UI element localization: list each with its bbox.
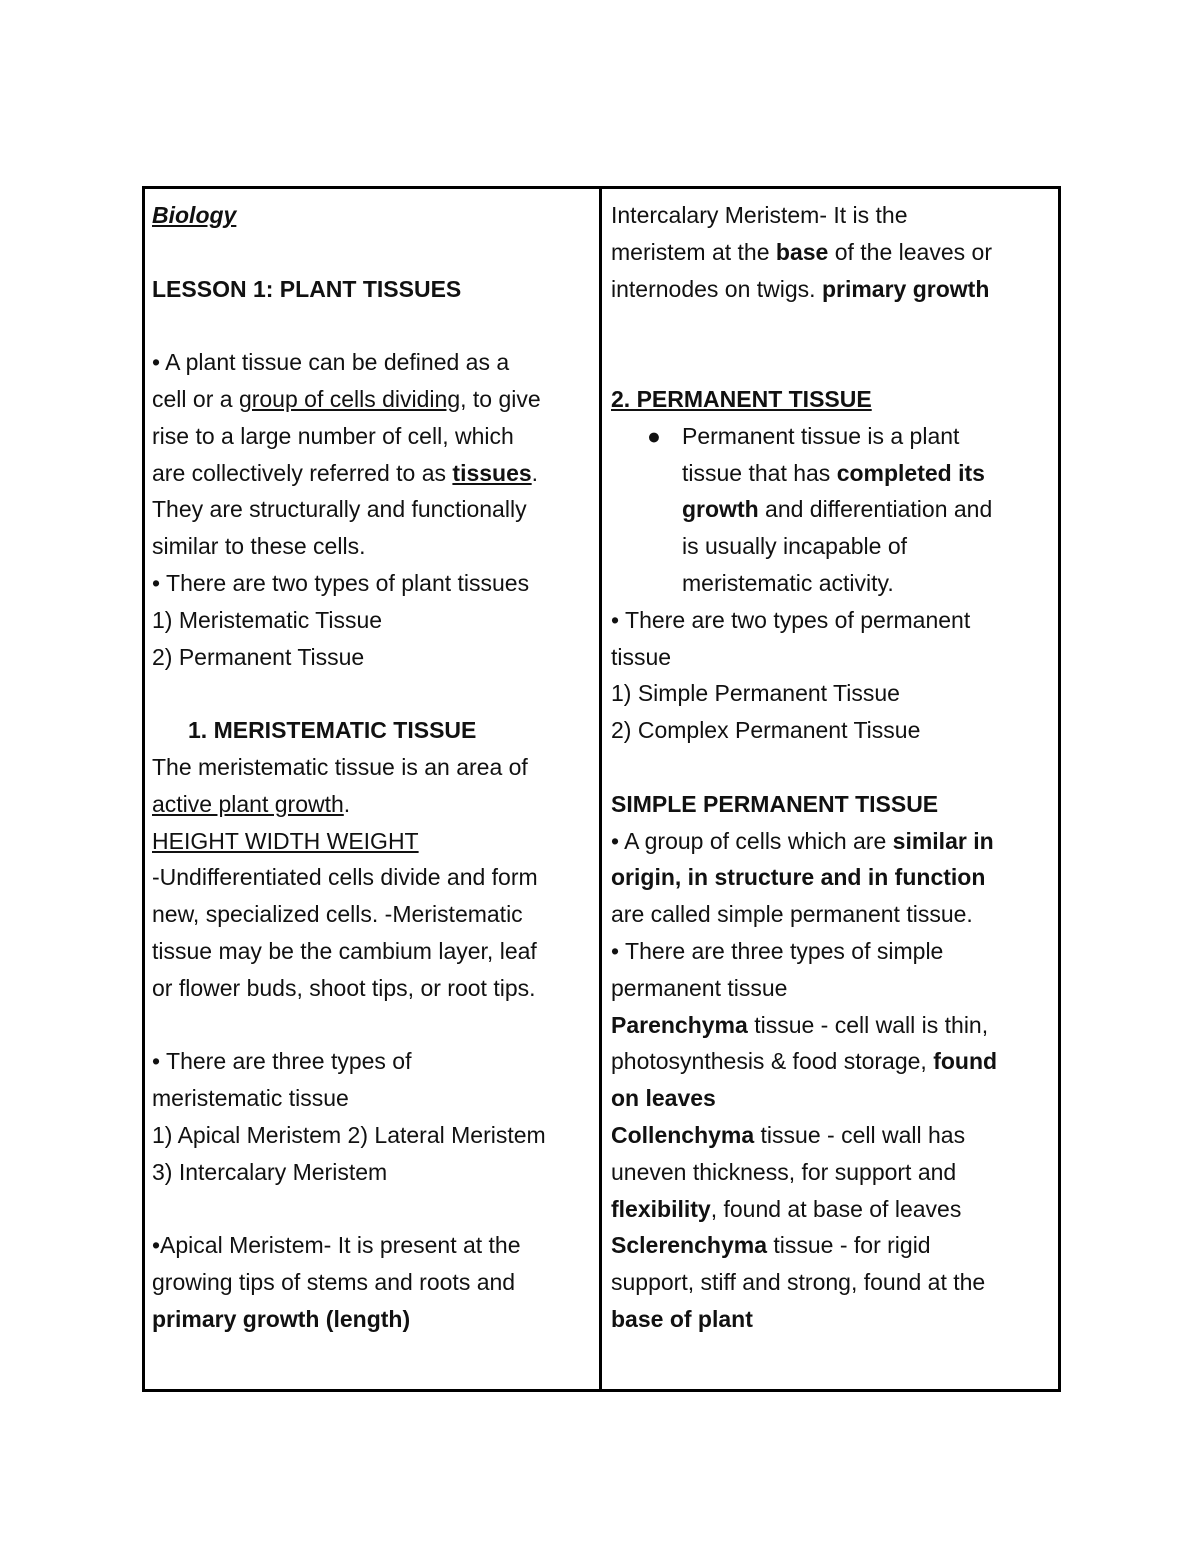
text-line: active plant growth. <box>152 790 351 817</box>
bold-term: Parenchyma <box>611 1011 748 1038</box>
text-line: permanent tissue <box>611 974 788 1001</box>
text-line: is usually incapable of <box>682 533 908 560</box>
text-line: meristematic tissue <box>152 1085 349 1112</box>
text-line: meristematic activity. <box>682 569 894 596</box>
bold-term: base of plant <box>611 1305 753 1332</box>
bold-term: on leaves <box>611 1085 716 1112</box>
bold-term: found <box>933 1048 998 1075</box>
bold-term: completed its <box>836 459 985 486</box>
text-line: tissue that has completed its <box>682 459 985 486</box>
bullet-icon: ● <box>647 422 661 449</box>
list-item: 1) Meristematic Tissue <box>152 606 383 633</box>
right-column <box>611 197 1053 1338</box>
list-item: 2) Permanent Tissue <box>152 643 365 670</box>
text-line: rise to a large number of cell, which <box>152 422 514 449</box>
bold-term: base <box>775 238 829 265</box>
column-divider <box>599 186 602 1392</box>
text-line: -Undifferentiated cells divide and form <box>152 864 538 891</box>
text-line: meristem at the base of the leaves or <box>611 238 992 265</box>
text-line: flexibility, found at base of leaves <box>611 1195 962 1222</box>
section-heading-permanent: 2. PERMANENT TISSUE <box>611 385 872 412</box>
text-line: • A plant tissue can be defined as a <box>152 349 510 376</box>
text-line: are collectively referred to as tissues. <box>152 459 539 486</box>
text-line: tissue may be the cambium layer, leaf <box>152 937 537 964</box>
list-item: 3) Intercalary Meristem <box>152 1158 388 1185</box>
bold-term: growth <box>682 496 759 523</box>
text-line: tissue <box>611 643 672 670</box>
list-item: 1) Apical Meristem 2) Lateral Meristem <box>152 1121 546 1148</box>
bold-term: Sclerenchyma <box>611 1232 767 1259</box>
text-line: growth and differentiation and <box>682 496 993 523</box>
text-line: •Apical Meristem- It is present at the <box>152 1232 521 1259</box>
text-line: HEIGHT WIDTH WEIGHT <box>152 827 419 854</box>
text-line: cell or a group of cells dividing, to give <box>152 385 541 412</box>
text-line: uneven thickness, for support and <box>611 1158 957 1185</box>
text-line: growing tips of stems and roots and <box>152 1269 516 1296</box>
bullet-item: ● Permanent tissue is a plant <box>611 418 1053 455</box>
text-line: or flower buds, shoot tips, or root tips. <box>152 974 536 1001</box>
list-item: 1) Simple Permanent Tissue <box>611 680 900 707</box>
section-heading-simple-permanent: SIMPLE PERMANENT TISSUE <box>611 790 939 817</box>
text-line: The meristematic tissue is an area of <box>152 753 528 780</box>
bold-term: primary growth (length) <box>152 1305 411 1332</box>
text-line: internodes on twigs. primary growth <box>611 275 990 302</box>
text-line: • There are three types of simple <box>611 937 944 964</box>
bold-term: tissues <box>452 459 532 486</box>
lesson-title: LESSON 1: PLANT TISSUES <box>152 275 462 302</box>
text-line: • There are two types of permanent <box>611 606 971 633</box>
bold-term: origin, in structure and in function <box>611 864 986 891</box>
left-column <box>152 197 594 1338</box>
text-line: They are structurally and functionally <box>152 496 527 523</box>
text-line: support, stiff and strong, found at the <box>611 1269 986 1296</box>
text-line: photosynthesis & food storage, found <box>611 1048 998 1075</box>
bold-term: primary growth <box>821 275 990 302</box>
underlined-term: active plant growth <box>152 790 344 817</box>
text-line: new, specialized cells. -Meristematic <box>152 901 523 928</box>
doc-title: Biology <box>152 202 237 228</box>
section-heading-meristematic: 1. MERISTEMATIC TISSUE <box>188 717 477 744</box>
bold-term: similar in <box>892 827 994 854</box>
text-line: • There are three types of <box>152 1048 412 1075</box>
text-line: Collenchyma tissue - cell wall has <box>611 1121 966 1148</box>
text-line: • A group of cells which are similar in <box>611 827 994 854</box>
text-line: • There are two types of plant tissues <box>152 569 530 596</box>
underlined-term: group of cells dividing <box>238 385 461 412</box>
bold-term: Collenchyma <box>611 1121 755 1148</box>
text-line: similar to these cells. <box>152 533 366 560</box>
bold-term: flexibility <box>611 1195 711 1222</box>
text-line: are called simple permanent tissue. <box>611 901 973 928</box>
text-line: Intercalary Meristem- It is the <box>611 202 908 228</box>
text-line: Sclerenchyma tissue - for rigid <box>611 1232 931 1259</box>
list-item: 2) Complex Permanent Tissue <box>611 717 921 744</box>
text-line: Parenchyma tissue - cell wall is thin, <box>611 1011 989 1038</box>
